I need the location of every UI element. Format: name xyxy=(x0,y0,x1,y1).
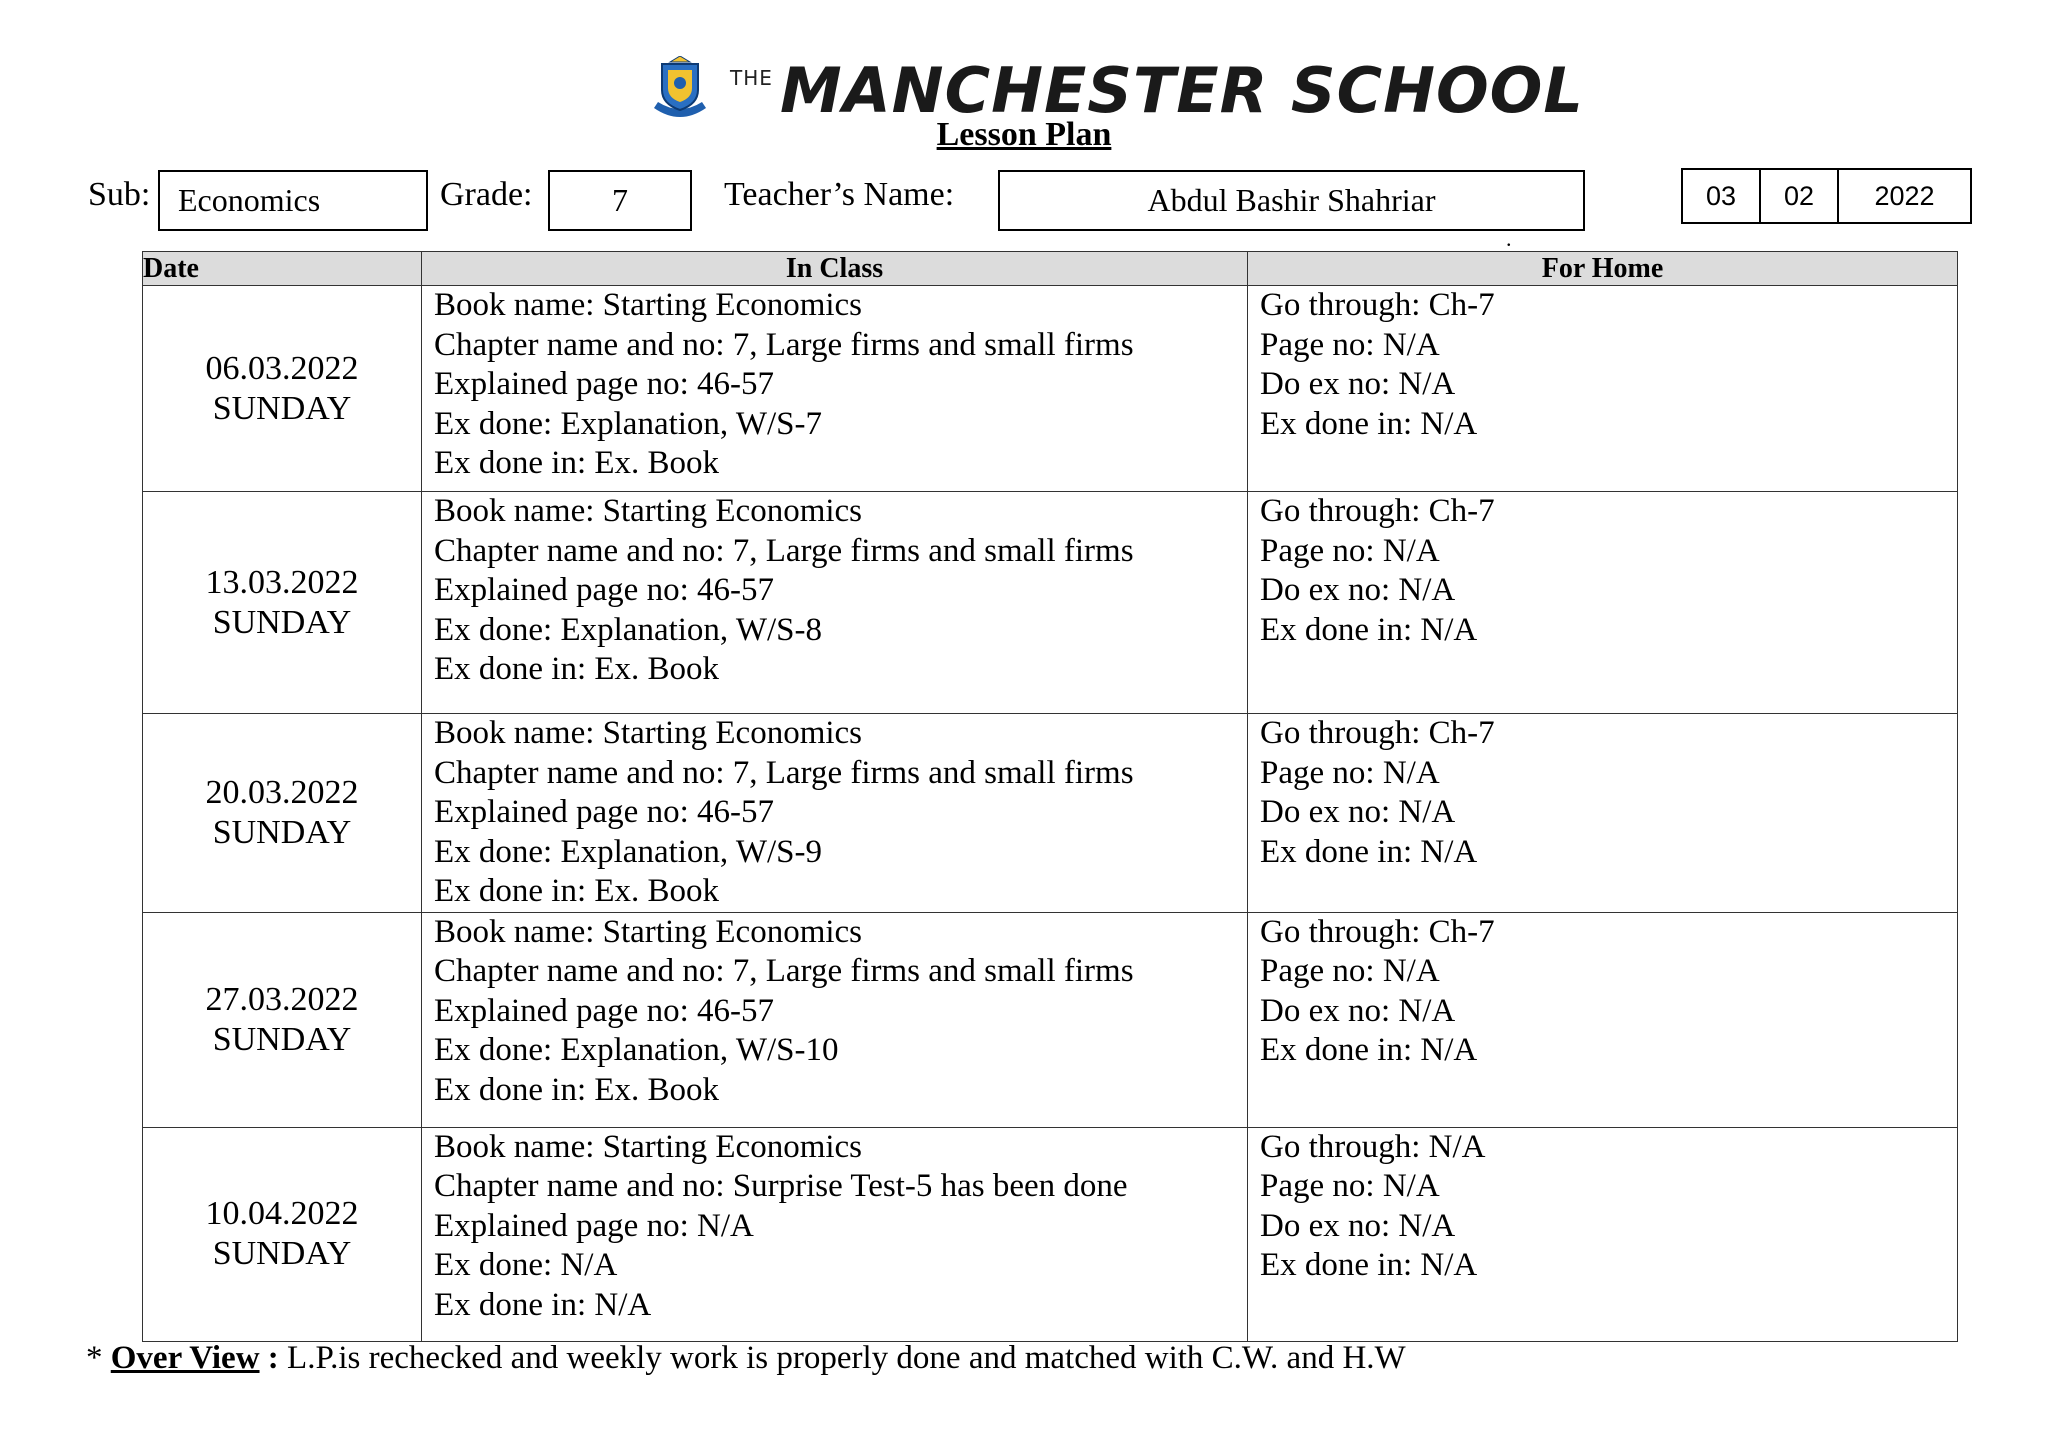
for-home-line: Ex done in: N/A xyxy=(1260,611,1478,648)
in-class-line: Chapter name and no: 7, Large firms and small firms xyxy=(434,326,1134,363)
for-home-line: Do ex no: N/A xyxy=(1260,794,1456,830)
overview-note xyxy=(86,1340,1406,1377)
for-home-cell xyxy=(1248,492,1958,714)
grade-label: Grade: xyxy=(440,176,533,213)
in-class-line: Book name: Starting Economics xyxy=(434,1128,863,1165)
for-home-line: Page no: N/A xyxy=(1260,754,1440,791)
row-date: 20.03.2022 xyxy=(205,773,359,811)
for-home-cell xyxy=(1248,912,1958,1127)
in-class-line: Chapter name and no: Surprise Test-5 has been done xyxy=(434,1168,1128,1204)
in-class-line: Book name: Starting Economics xyxy=(434,493,863,529)
in-class-line: Explained page no: N/A xyxy=(434,1207,754,1244)
row-date: 10.04.2022 xyxy=(205,1195,359,1232)
date-month-field: 02 xyxy=(1759,168,1839,224)
row-day: SUNDAY xyxy=(212,813,352,851)
table-row xyxy=(143,286,1958,492)
in-class-cell xyxy=(422,286,1248,492)
in-class-cell xyxy=(422,1127,1248,1341)
logo-the-text: THE xyxy=(730,66,773,90)
in-class-line: Chapter name and no: 7, Large firms and small firms xyxy=(434,953,1134,989)
row-day: SUNDAY xyxy=(212,603,352,641)
school-name: MANCHESTER SCHOOL xyxy=(780,54,1584,127)
in-class-line: Explained page no: 46-57 xyxy=(434,572,774,608)
row-date: 27.03.2022 xyxy=(205,980,359,1018)
date-cell xyxy=(143,1127,422,1341)
in-class-line: Ex done in: Ex. Book xyxy=(434,651,720,687)
for-home-line: Do ex no: N/A xyxy=(1260,992,1456,1029)
in-class-line: Explained page no: 46-57 xyxy=(434,992,774,1029)
overview-colon: : xyxy=(267,1340,279,1376)
date-cell xyxy=(143,286,422,492)
for-home-line: Ex done in: N/A xyxy=(1260,1247,1478,1283)
row-day: SUNDAY xyxy=(212,1235,352,1272)
in-class-line: Book name: Starting Economics xyxy=(434,913,863,950)
in-class-cell xyxy=(422,912,1248,1127)
for-home-line: Do ex no: N/A xyxy=(1260,366,1456,402)
in-class-line: Book name: Starting Economics xyxy=(434,715,863,751)
for-home-line: Page no: N/A xyxy=(1260,953,1440,989)
for-home-line: Go through: N/A xyxy=(1260,1128,1486,1165)
for-home-line: Ex done in: N/A xyxy=(1260,1032,1478,1068)
for-home-cell xyxy=(1248,714,1958,913)
in-class-line: Ex done: Explanation, W/S-7 xyxy=(434,405,822,442)
in-class-line: Explained page no: 46-57 xyxy=(434,794,774,830)
overview-star: * xyxy=(86,1340,103,1376)
for-home-line: Do ex no: N/A xyxy=(1260,572,1456,608)
table-header-row xyxy=(143,252,1958,286)
row-day: SUNDAY xyxy=(212,1020,352,1058)
overview-title: Over View xyxy=(110,1340,260,1376)
for-home-cell xyxy=(1248,286,1958,492)
in-class-line: Ex done in: Ex. Book xyxy=(434,873,720,909)
for-home-line: Go through: Ch-7 xyxy=(1260,913,1495,950)
lesson-plan-table xyxy=(142,251,1958,1342)
header-for-home: For Home xyxy=(1248,252,1958,286)
subject-field: Economics xyxy=(158,170,428,231)
for-home-line: Page no: N/A xyxy=(1260,1168,1440,1204)
row-day: SUNDAY xyxy=(212,389,352,427)
in-class-line: Book name: Starting Economics xyxy=(434,287,863,323)
stray-mark: . xyxy=(1506,226,1512,251)
overview-text: L.P.is rechecked and weekly work is properly done and matched with C.W. and H.W xyxy=(287,1340,1406,1376)
table-row xyxy=(143,492,1958,714)
for-home-line: Ex done in: N/A xyxy=(1260,405,1478,442)
for-home-line: Page no: N/A xyxy=(1260,326,1440,363)
table-row xyxy=(143,912,1958,1127)
in-class-cell xyxy=(422,714,1248,913)
page-title: Lesson Plan xyxy=(936,116,1112,153)
grade-field: 7 xyxy=(548,170,692,231)
header-in-class: In Class xyxy=(422,252,1248,286)
teacher-label: Teacher’s Name: xyxy=(724,176,955,213)
for-home-line: Page no: N/A xyxy=(1260,532,1440,569)
for-home-line: Go through: Ch-7 xyxy=(1260,493,1495,529)
in-class-line: Ex done: Explanation, W/S-9 xyxy=(434,833,822,870)
in-class-line: Explained page no: 46-57 xyxy=(434,366,774,402)
in-class-line: Chapter name and no: 7, Large firms and small firms xyxy=(434,532,1134,569)
date-cell xyxy=(143,912,422,1127)
in-class-line: Ex done: Explanation, W/S-8 xyxy=(434,611,822,648)
in-class-line: Chapter name and no: 7, Large firms and small firms xyxy=(434,754,1134,791)
table-row xyxy=(143,1127,1958,1341)
for-home-line: Go through: Ch-7 xyxy=(1260,287,1495,323)
date-day-field: 03 xyxy=(1681,168,1761,224)
row-date: 13.03.2022 xyxy=(205,563,359,601)
in-class-line: Ex done: N/A xyxy=(434,1247,618,1283)
date-cell xyxy=(143,492,422,714)
for-home-cell xyxy=(1248,1127,1958,1341)
for-home-line: Do ex no: N/A xyxy=(1260,1207,1456,1244)
subject-label: Sub: xyxy=(88,176,151,213)
in-class-line: Ex done in: N/A xyxy=(434,1286,652,1323)
for-home-line: Ex done in: N/A xyxy=(1260,833,1478,870)
date-cell xyxy=(143,714,422,913)
in-class-line: Ex done: Explanation, W/S-10 xyxy=(434,1032,839,1068)
row-date: 06.03.2022 xyxy=(205,349,359,387)
date-year-field: 2022 xyxy=(1837,168,1972,224)
in-class-line: Ex done in: Ex. Book xyxy=(434,1071,720,1108)
teacher-field: Abdul Bashir Shahriar xyxy=(998,170,1585,231)
in-class-line: Ex done in: Ex. Book xyxy=(434,445,720,481)
for-home-line: Go through: Ch-7 xyxy=(1260,715,1495,751)
header-date: Date xyxy=(143,252,422,286)
table-row xyxy=(143,714,1958,913)
in-class-cell xyxy=(422,492,1248,714)
